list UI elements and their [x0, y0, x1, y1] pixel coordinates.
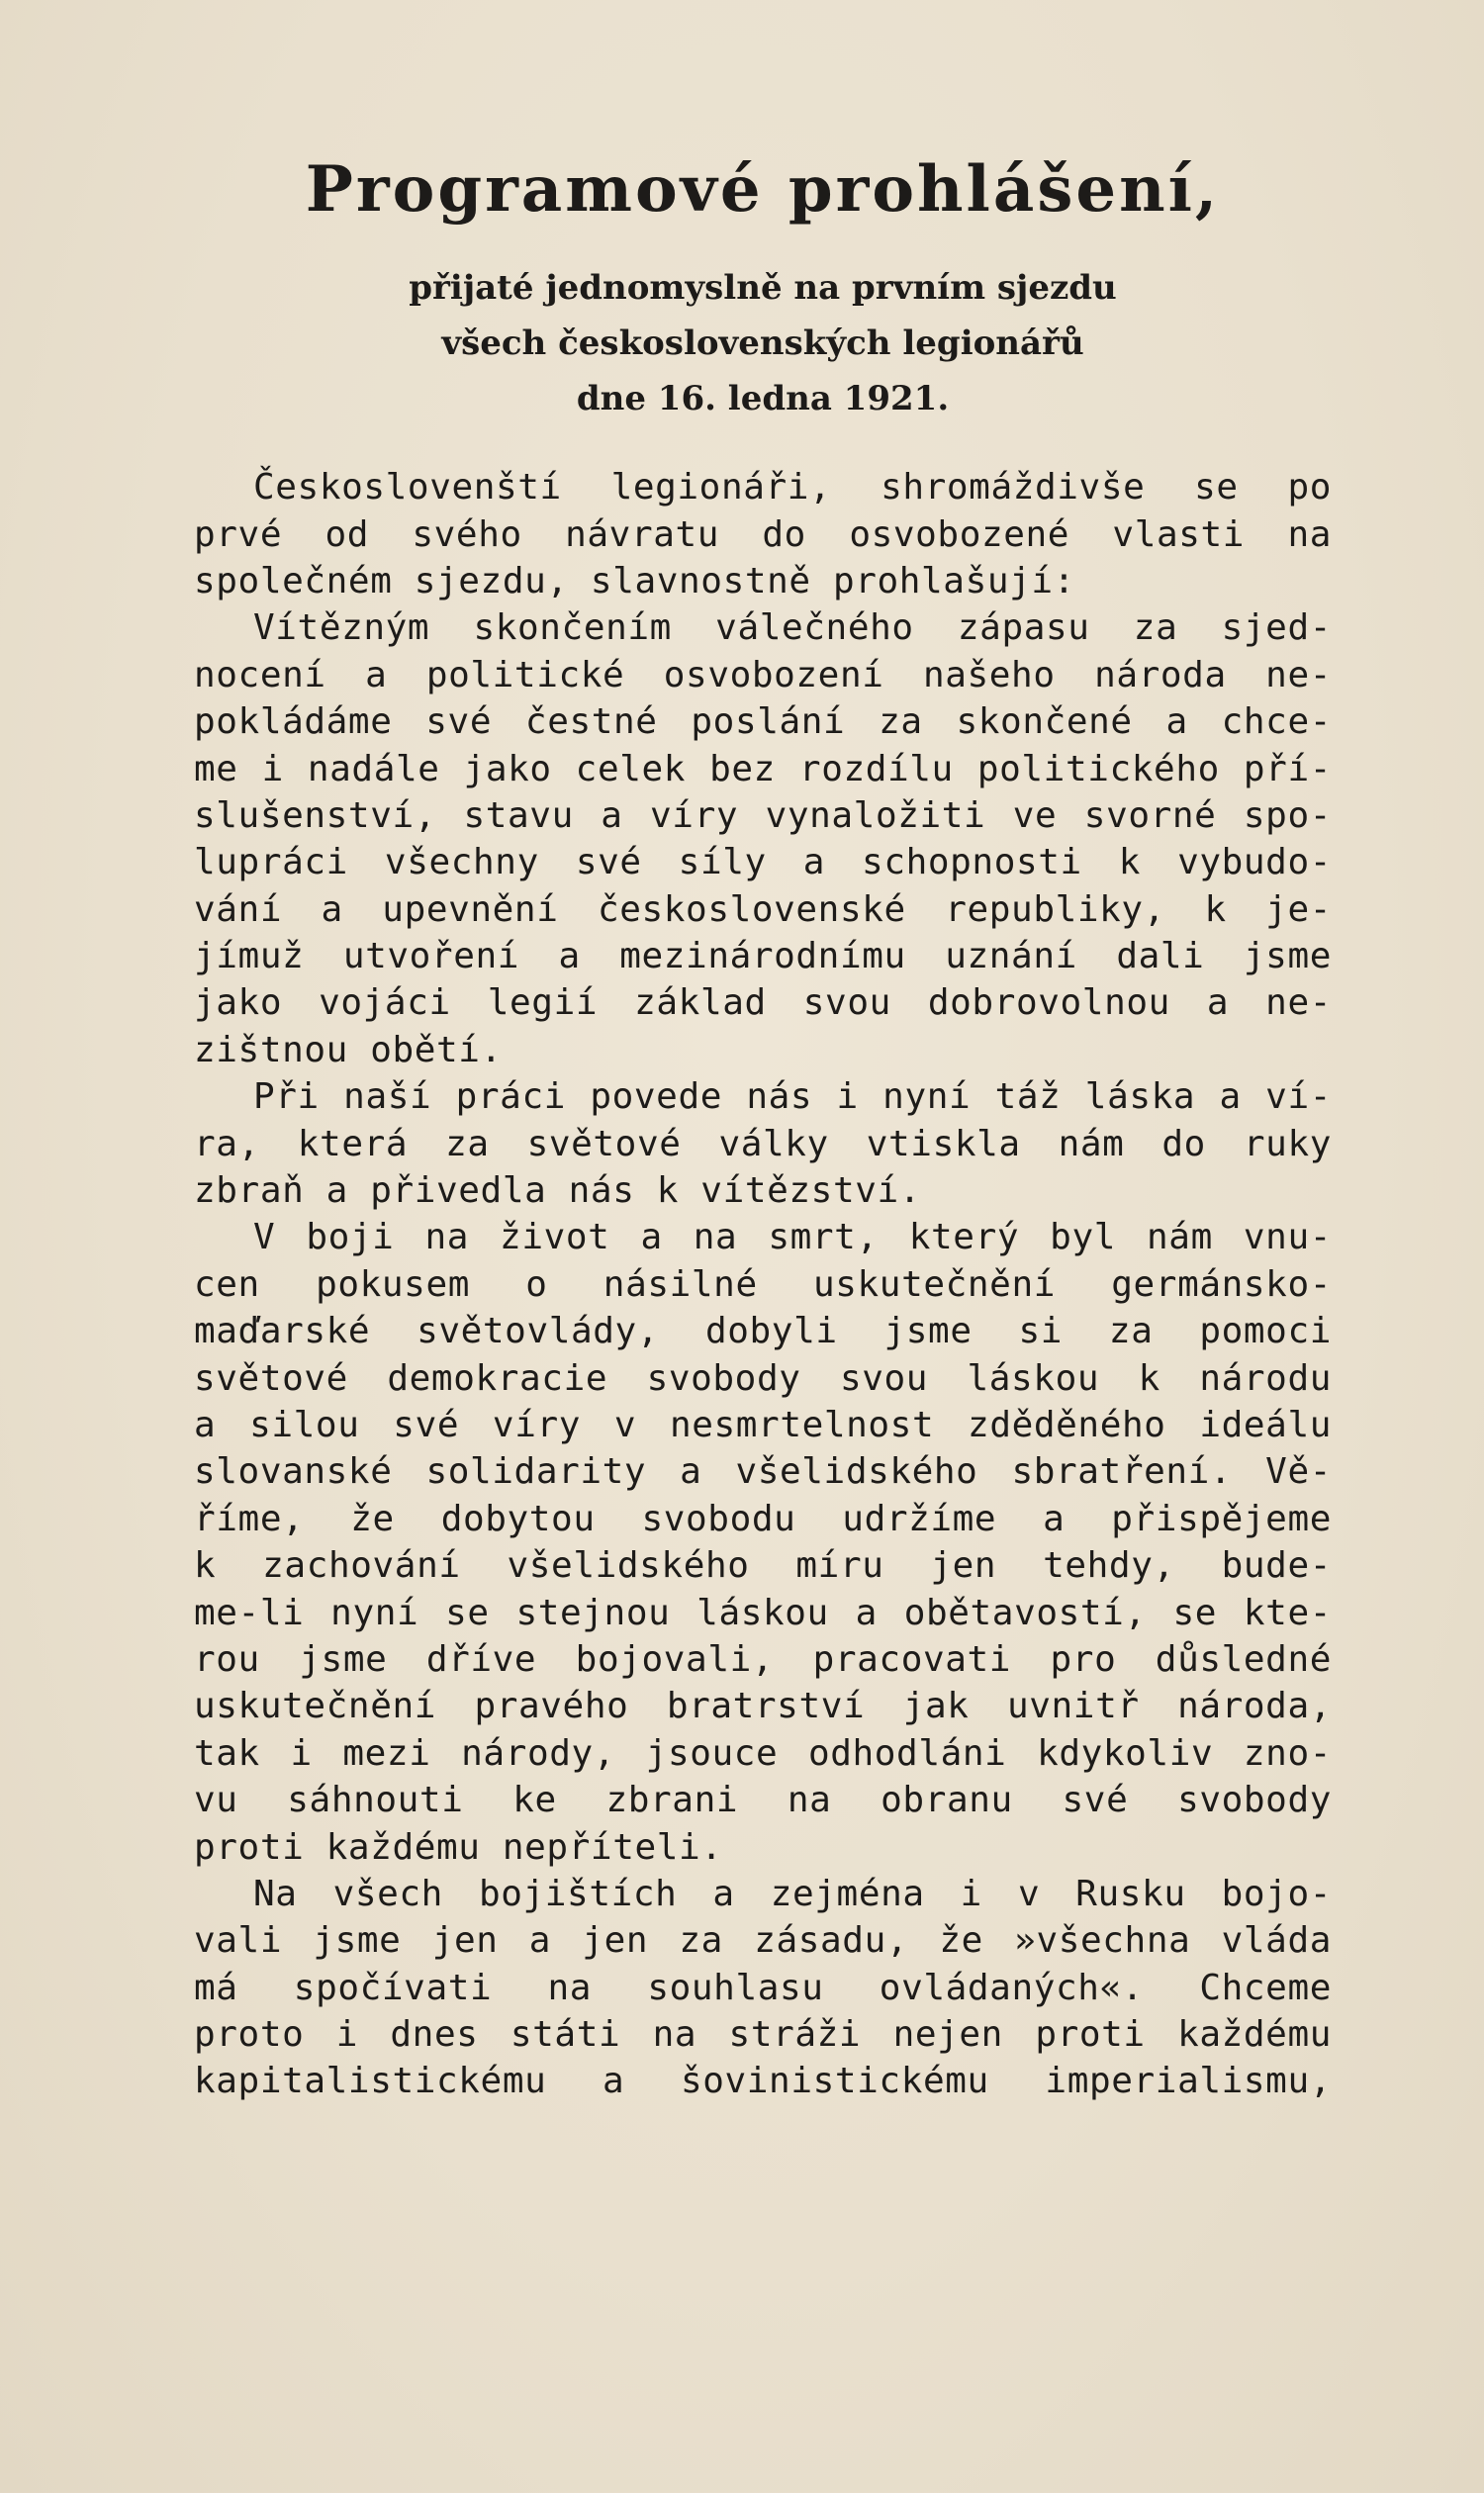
text-line: zbraň a přivedla nás k vítězství. — [194, 1170, 922, 1212]
text-line: Na všech bojištích a zejména i v Rusku bojo- — [253, 1873, 1332, 1914]
text-line: k zachování všelidského míru jen tehdy, bude- — [194, 1545, 1332, 1587]
subtitle-line: všech československých legionářů — [441, 323, 1084, 364]
text-line: rou jsme dříve bojovali, pracovati pro důsledné — [194, 1638, 1332, 1680]
document-subtitle — [194, 260, 1332, 426]
text-line: má spočívati na souhlasu ovládaných«. Chceme — [194, 1967, 1332, 2008]
body-text — [194, 464, 1332, 2105]
text-line: slovanské solidarity a všelidského sbratření. Vě- — [194, 1451, 1332, 1493]
text-line: kapitalistickému a šovinistickému imperialismu, — [194, 2061, 1332, 2102]
text-line: jímuž utvoření a mezinárodnímu uznání dali jsme — [194, 936, 1332, 977]
document-content — [194, 148, 1332, 2105]
text-line: cen pokusem o násilné uskutečnění germánsko- — [194, 1263, 1332, 1305]
text-line: lupráci všechny své síly a schopnosti k vybudo- — [194, 842, 1332, 883]
subtitle-line: přijaté jednomyslně na prvním sjezdu — [409, 268, 1117, 309]
text-line: me-li nyní se stejnou láskou a obětavostí, se kte- — [194, 1592, 1332, 1633]
text-line: tak i mezi národy, jsouce odhodláni kdykoliv zno- — [194, 1732, 1332, 1774]
text-line: me i nadále jako celek bez rozdílu politického pří- — [194, 748, 1332, 789]
text-line: slušenství, stavu a víry vynaložiti ve svorné spo- — [194, 794, 1332, 836]
text-line: prvé od svého návratu do osvobozené vlasti na — [194, 513, 1332, 555]
text-line: vání a upevnění československé republiky, k je- — [194, 888, 1332, 930]
document-title: Programové prohlášení, — [305, 152, 1221, 227]
text-line: maďarské světovlády, dobyli jsme si za pomoci — [194, 1311, 1332, 1352]
text-line: Českoslovenští legionáři, shromáždivše se po — [253, 467, 1332, 508]
text-line: Při naší práci povede nás i nyní táž láska a ví- — [253, 1076, 1332, 1118]
text-line: proti každému nepříteli. — [194, 1826, 723, 1868]
text-line: říme, že dobytou svobodu udržíme a přispějeme — [194, 1498, 1332, 1539]
text-line: ra, která za světové války vtiskla nám do ruky — [194, 1123, 1332, 1164]
text-line: uskutečnění pravého bratrství jak uvnitř národa, — [194, 1686, 1332, 1727]
text-line: a silou své víry v nesmrtelnost zděděného ideálu — [194, 1405, 1332, 1445]
subtitle-line: dne 16. ledna 1921. — [576, 379, 950, 419]
text-line: proto i dnes státi na stráži nejen proti každému — [194, 2014, 1332, 2056]
text-line: pokládáme své čestné poslání za skončené a chce- — [194, 701, 1332, 743]
text-line: nocení a politické osvobození našeho národa ne- — [194, 654, 1332, 695]
text-line: společném sjezdu, slavnostně prohlašují: — [194, 560, 1075, 601]
text-line: Vítězným skončením válečného zápasu za sjed- — [253, 607, 1332, 649]
text-line: vali jsme jen a jen za zásadu, že »všechna vláda — [194, 1920, 1332, 1962]
text-line: světové demokracie svobody svou láskou k národu — [194, 1357, 1332, 1399]
text-line: jako vojáci legií základ svou dobrovolnou a ne- — [194, 982, 1332, 1024]
text-line: vu sáhnouti ke zbrani na obranu své svobody — [194, 1780, 1332, 1821]
text-line: V boji na život a na smrt, který byl nám vnu- — [253, 1217, 1332, 1258]
text-line: zištnou obětí. — [194, 1029, 503, 1070]
